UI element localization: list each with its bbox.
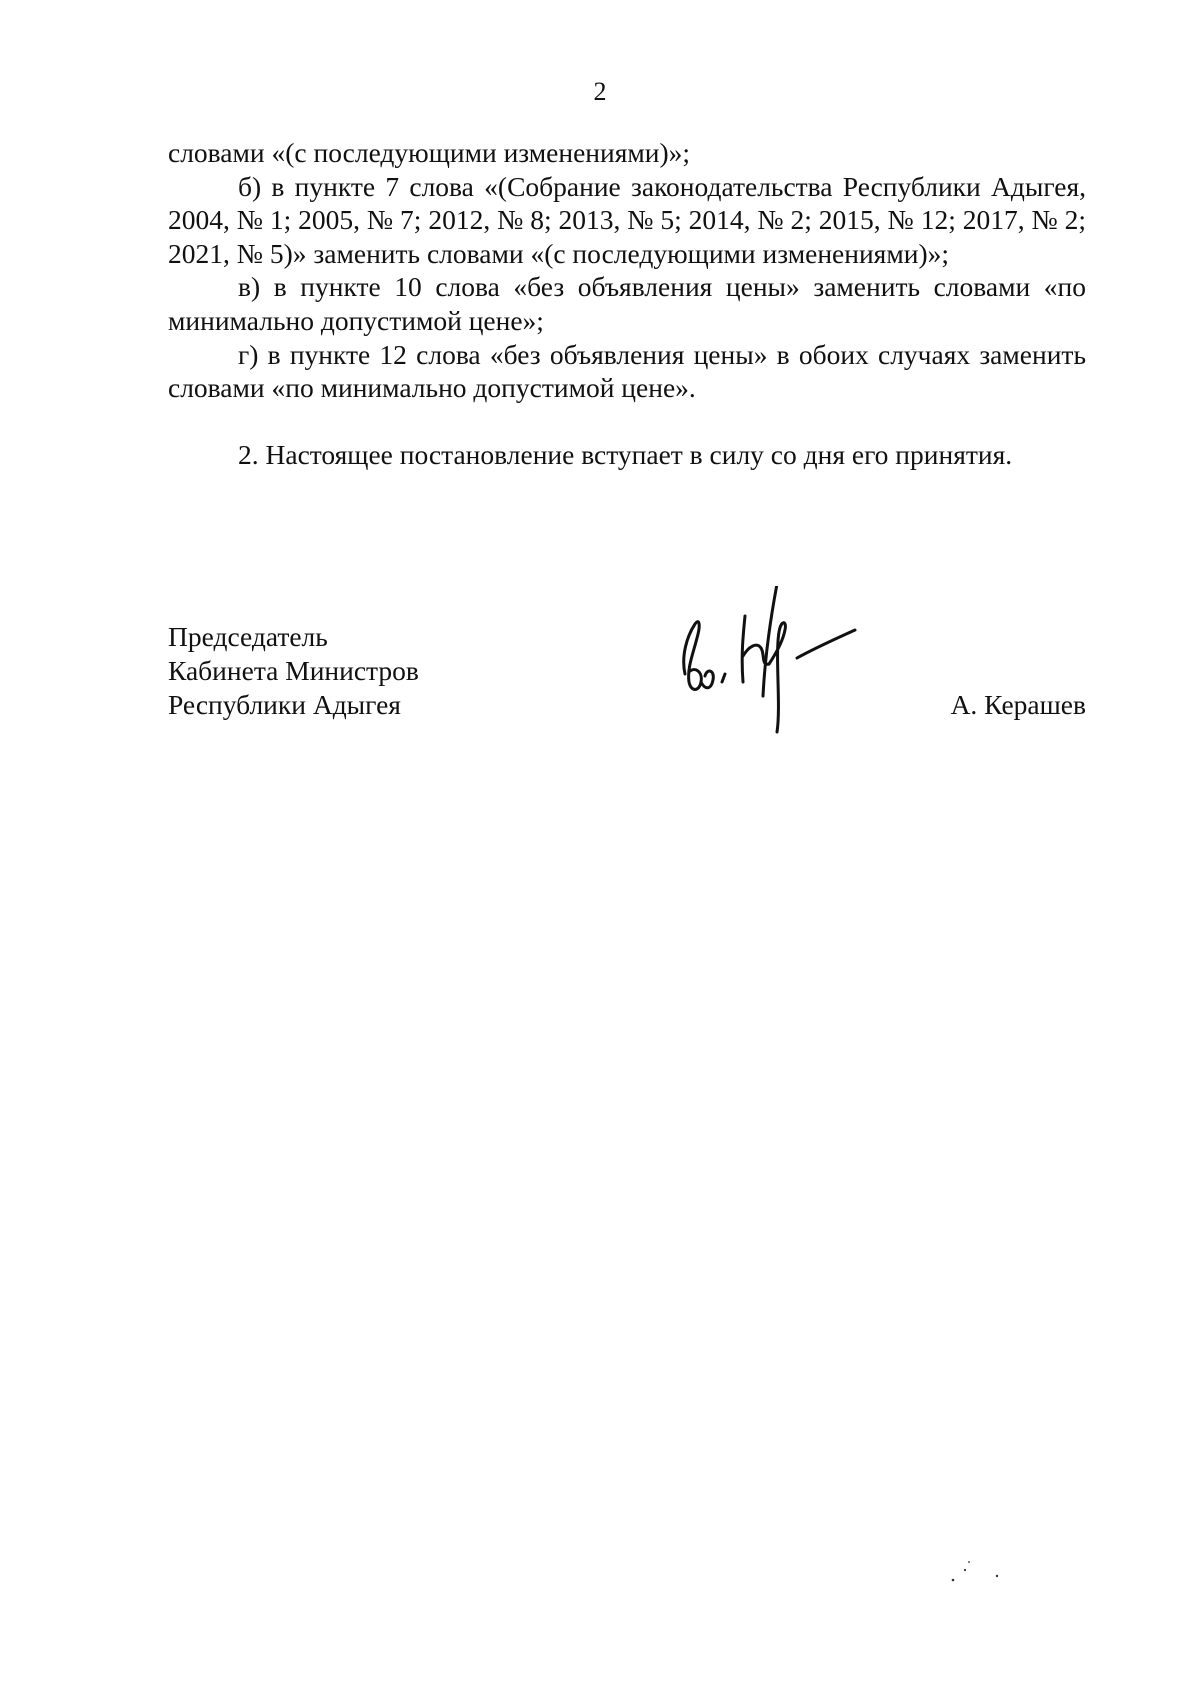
signatory-title-line: Кабинета Министров bbox=[168, 655, 419, 686]
paragraph-item-v: в) в пункте 10 слова «без объявления цены» заменить словами «по минимально допустимой цене»; bbox=[168, 271, 1086, 336]
signatory-title bbox=[168, 620, 419, 722]
page-number: 2 bbox=[593, 77, 607, 106]
handwritten-signature bbox=[665, 586, 870, 736]
paragraph-effective-date: 2. Настоящее постановление вступает в силу со дня его принятия. bbox=[238, 438, 1013, 470]
paragraph-item-b: б) в пункте 7 слова «(Собрание законодательства Республики Адыгея, 2004, № 1; 2005, № 7; 2012, № 8; 2013, № 5; 2014, № 2; 2015, № 12; 2017, № 2; 2021, № 5)» заменить словами «(с последующими изменениями)»; bbox=[168, 170, 1086, 269]
signatory-title-line: Председатель bbox=[168, 621, 328, 652]
scan-specks bbox=[945, 1548, 1005, 1588]
signatory-name: А. Керашев bbox=[950, 689, 1086, 720]
document-body bbox=[168, 136, 1086, 471]
paragraph-item-g: г) в пункте 12 слова «без объявления цены» в обоих случаях заменить словами «по минимально допустимой цене». bbox=[168, 338, 1086, 404]
signatory-title-line: Республики Адыгея bbox=[168, 689, 401, 720]
paragraph-continuation: словами «(с последующими изменениями)»; bbox=[168, 137, 691, 168]
